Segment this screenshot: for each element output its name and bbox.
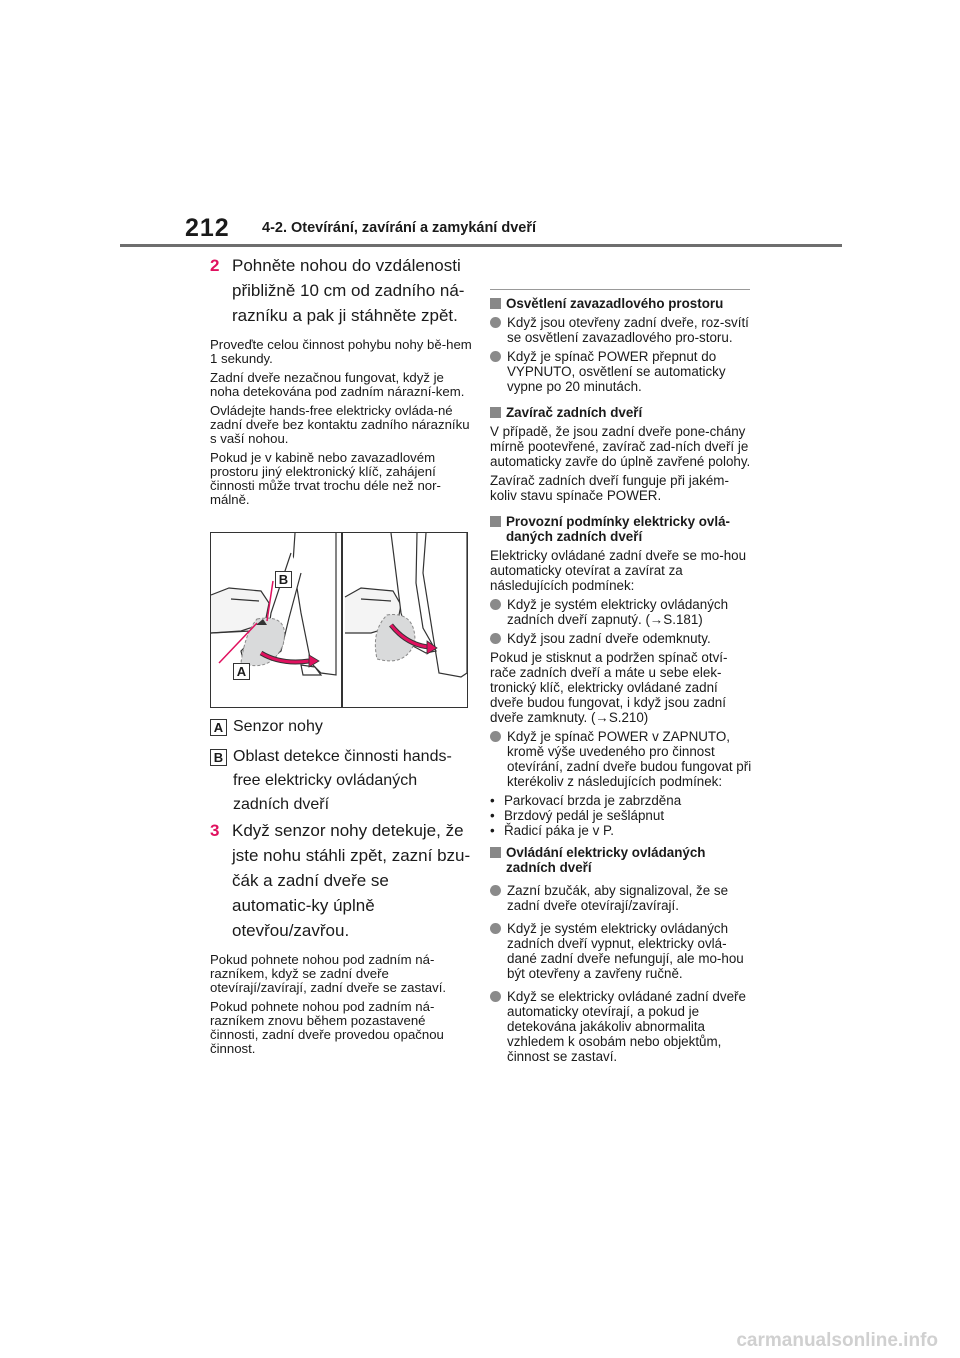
list-item: Když je systém elektricky ovládaných zadních dveří vypnut, elektricky ovlá-dané zadní dveře nefungují, ale mo-hou být otevřeny a zavřeny ručně. bbox=[490, 921, 752, 981]
note: Ovládejte hands-free elektricky ovláda-né zadní dveře bez kontaktu zadního nárazníku s vaší nohou. bbox=[210, 403, 470, 446]
sub-list-item: • Parkovací brzda je zabrzděna bbox=[490, 793, 682, 808]
circle-bullet-icon bbox=[490, 885, 501, 896]
step-3 bbox=[210, 818, 472, 943]
sub-list-item: • Brzdový pedál je sešlápnut bbox=[490, 808, 665, 823]
note: Pokud pohnete nohou pod zadním ná-razníkem znovu během pozastavené činnosti, zadní dveře provedou opačnou činnost. bbox=[210, 999, 444, 1056]
page-number: 212 bbox=[185, 214, 230, 242]
heading-luggage-light: Osvětlení zavazadlového prostoru bbox=[490, 296, 752, 311]
figure-divider bbox=[341, 533, 343, 707]
list-item: Když se elektricky ovládané zadní dveře automaticky otevírají, a pokud je detekována jakákoliv abnormalita vzhledem k osobám nebo objektům, činnost se zastaví. bbox=[490, 989, 752, 1064]
heading-operating-conditions: Provozní podmínky elektricky ovlá-daných zadních dveří bbox=[490, 514, 752, 544]
step-2-number: 2 bbox=[210, 256, 220, 275]
paragraph: Zavírač zadních dveří funguje při jakém-koliv stavu spínače POWER. bbox=[490, 473, 729, 503]
square-bullet-icon bbox=[490, 847, 501, 858]
list-item: Zazní bzučák, aby signalizoval, že se zadní dveře otevírají/zavírají. bbox=[490, 883, 752, 913]
legend-b-box: B bbox=[210, 749, 227, 766]
step-3-text: Když senzor nohy detekuje, že jste nohu stáhli zpět, zazní bzu-čák a zadní dveře se automatic-ky úplně otevřou/zavřou. bbox=[232, 821, 471, 940]
sub-list-item: • Řadicí páka je v P. bbox=[490, 823, 614, 838]
circle-bullet-icon bbox=[490, 317, 501, 328]
left-column-lower bbox=[210, 818, 472, 1061]
note: Pokud je v kabině nebo zavazadlovém prostoru jiný elektronický klíč, zahájení činnosti může trvat trochu déle než nor-málně. bbox=[210, 450, 441, 507]
legend-b bbox=[210, 745, 472, 817]
square-bullet-icon bbox=[490, 407, 501, 418]
figure-label-b: B bbox=[275, 571, 292, 588]
list-item: Když jsou zadní dveře odemknuty. bbox=[490, 631, 752, 646]
step-2 bbox=[210, 253, 472, 328]
circle-bullet-icon bbox=[490, 633, 501, 644]
right-column-rule bbox=[490, 289, 750, 290]
list-item: Když jsou otevřeny zadní dveře, roz-svítí se osvětlení zavazadlového pro-storu. bbox=[490, 315, 752, 345]
left-column bbox=[210, 253, 472, 512]
section-title: 4-2. Otevírání, zavírání a zamykání dveří bbox=[262, 220, 537, 236]
figure-label-a: A bbox=[233, 663, 250, 680]
right-column bbox=[490, 296, 752, 1068]
note: Proveďte celou činnost pohybu nohy bě-hem 1 sekundy. bbox=[210, 337, 472, 366]
foot-sensor-illustration bbox=[210, 532, 468, 708]
circle-bullet-icon bbox=[490, 731, 501, 742]
heading-door-closer: Zavírač zadních dveří bbox=[490, 405, 752, 420]
note: Pokud pohnete nohou pod zadním ná-razníkem, když se zadní dveře otevírají/zavírají, zadní dveře se zastaví. bbox=[210, 952, 447, 995]
square-bullet-icon bbox=[490, 298, 501, 309]
circle-bullet-icon bbox=[490, 351, 501, 362]
square-bullet-icon bbox=[490, 516, 501, 527]
paragraph: Elektricky ovládané zadní dveře se mo-hou automaticky otevírat a zavírat za následujících podmínek: bbox=[490, 548, 747, 593]
legend-a-box: A bbox=[210, 719, 227, 736]
paragraph: Pokud je stisknut a podržen spínač otví-rače zadních dveří a máte u sebe elek-tronický klíč, elektricky ovládané zadní dveře budou fungovat, i když jsou zadní dveře zamknuty. (→S.210) bbox=[490, 650, 728, 725]
list-item: Když je spínač POWER přepnut do VYPNUTO, osvětlení se automaticky vypne po 20 minutách. bbox=[490, 349, 752, 394]
circle-bullet-icon bbox=[490, 923, 501, 934]
circle-bullet-icon bbox=[490, 991, 501, 1002]
list-item: Když je systém elektricky ovládaných zadních dveří zapnutý. (→S.181) bbox=[490, 597, 752, 627]
legend-a-text: Senzor nohy bbox=[233, 718, 323, 735]
paragraph: V případě, že jsou zadní dveře pone-chány mírně pootevřené, zavírač zad-ních dveří je automaticky zavře do úplně zavřené polohy. bbox=[490, 424, 751, 469]
step-3-number: 3 bbox=[210, 821, 220, 840]
step-2-text: Pohněte nohou do vzdálenosti přibližně 10 cm od zadního ná-razníku a pak ji stáhněte zpět. bbox=[232, 256, 465, 325]
legend-a bbox=[210, 715, 472, 739]
note: Zadní dveře nezačnou fungovat, když je noha detekována pod zadním nárazní-kem. bbox=[210, 370, 465, 399]
illustration-drawing bbox=[211, 533, 467, 707]
circle-bullet-icon bbox=[490, 599, 501, 610]
legend-b-text: Oblast detekce činnosti hands-free elektricky ovládaných zadních dveří bbox=[233, 748, 452, 813]
header-rule bbox=[120, 244, 842, 247]
watermark: carmanualsonline.info bbox=[736, 1330, 938, 1351]
heading-operation: Ovládání elektricky ovládaných zadních dveří bbox=[490, 845, 752, 875]
list-item: Když je spínač POWER v ZAPNUTO, kromě výše uvedeného pro činnost otevírání, zadní dveře budou fungovat při kterékoliv z následujících podmínek: bbox=[490, 729, 752, 789]
